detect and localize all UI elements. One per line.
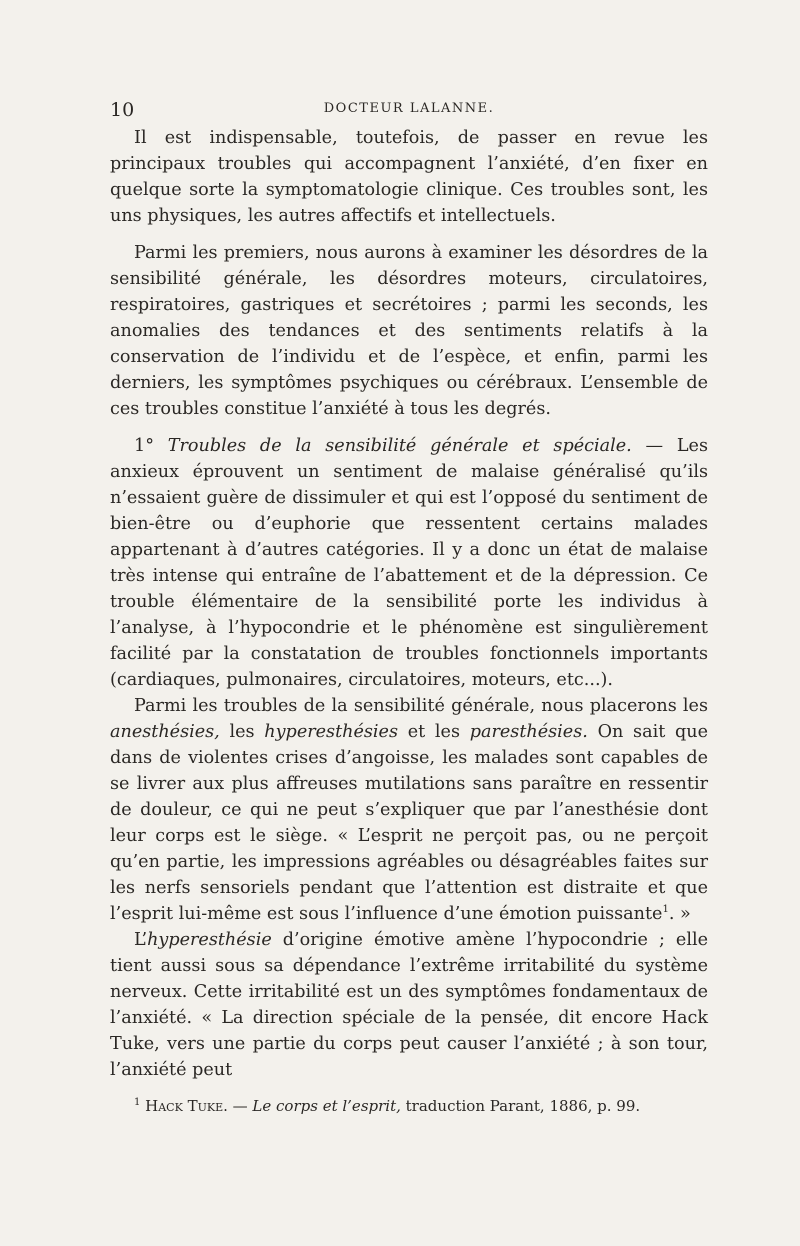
page-header <box>110 98 708 122</box>
paragraph-4 <box>110 693 708 927</box>
footnote-separator: — <box>227 1097 253 1115</box>
page-number: 10 <box>110 99 135 121</box>
paragraph-4-text-e: . » <box>668 904 691 924</box>
paragraph-1: Il est indispensable, toutefois, de passer en revue les principaux troubles qui accompagnent l’anxiété, d’en fixer en quelque sorte la symptomatologie clinique. Ces troubles sont, les uns physiques, les autres affectifs et intellectuels. <box>110 128 708 226</box>
term-hyperesthesie: hyperesthésie <box>147 930 272 950</box>
paragraph-4-text-a: Parmi les troubles de la sensibilité générale, nous placerons les <box>134 696 708 716</box>
running-head: DOCTEUR LALANNE. <box>323 101 495 116</box>
body-text <box>110 125 708 1083</box>
paragraph-5 <box>110 927 708 1083</box>
paragraph-2: Parmi les premiers, nous aurons à examiner les désordres de la sensibilité générale, les désordres moteurs, circulatoires, respiratoires, gastriques et secrétoires ; parmi les seconds, les anomalies des tendances et des sentiments relatifs à la conservation de l’individu et de l’espèce, et enfin, parmi les derniers, les symptômes psychiques ou cérébraux. L’ensemble de ces troubles constitue l’anxiété à tous les degrés. <box>110 243 708 419</box>
footnote-rest: traduction Parant, 1886, p. 99. <box>400 1097 641 1115</box>
term-paresthesies: paresthésies. <box>469 722 588 742</box>
paragraph-4-text-c: et les <box>398 722 470 742</box>
footnote-title: Le corps et l’esprit, <box>252 1097 401 1115</box>
term-hyperesthesies: hyperesthésies <box>264 722 398 742</box>
footnote-marker: 1 <box>134 1097 141 1108</box>
section-title: Troubles de la sensibilité générale et spéciale. <box>167 436 632 456</box>
footnote-ref: 1 <box>662 904 669 916</box>
paragraph-5-text-a: L’ <box>134 930 148 950</box>
section-number: 1° <box>134 436 154 456</box>
footnote <box>110 1096 708 1116</box>
term-anesthesies: anesthésies, <box>110 722 220 742</box>
footnote-author: Hack Tuke. <box>145 1097 228 1115</box>
paragraph-4-text-d: On sait que dans de violentes crises d’angoisse, les malades sont capables de se livrer aux plus affreuses mutilations sans paraître en ressentir de douleur, ce qui ne peut s’expliquer que par l’anesthésie dont leur corps est le siège. « L’esprit ne perçoit pas, ou ne perçoit qu’en partie, les impressions agréables ou désagréables faites sur les nerfs sensoriels pendant que l’attention est distraite et que l’esprit lui-même est sous l’influence d’une émotion puissante <box>110 722 708 924</box>
paragraph-3-text: — Les anxieux éprouvent un sentiment de malaise généralisé qu’ils n’essaient guère de dissimuler et qui est l’opposé du sentiment de bien-être ou d’euphorie que ressentent certains malades appartenant à d’autres catégories. Il y a donc un état de malaise très intense qui entraîne de l’abattement et de la dépression. Ce trouble élémentaire de la sensibilité porte les individus à l’analyse, à l’hypocondrie et le phénomène est singulièrement facilité par la constatation de troubles fonctionnels importants (cardiaques, pulmonaires, circulatoires, moteurs, etc...). <box>110 436 708 690</box>
paragraph-3 <box>110 433 708 693</box>
paragraph-4-text-b: les <box>219 722 265 742</box>
paragraph-5-text-b: d’origine émotive amène l’hypocondrie ; elle tient aussi sous sa dépendance l’extrême irritabilité du système nerveux. Cette irritabilité est un des symptômes fondamentaux de l’anxiété. « La direction spéciale de la pensée, dit encore Hack Tuke, vers une partie du corps peut causer l’anxiété ; à son tour, l’anxiété peut <box>110 930 708 1080</box>
